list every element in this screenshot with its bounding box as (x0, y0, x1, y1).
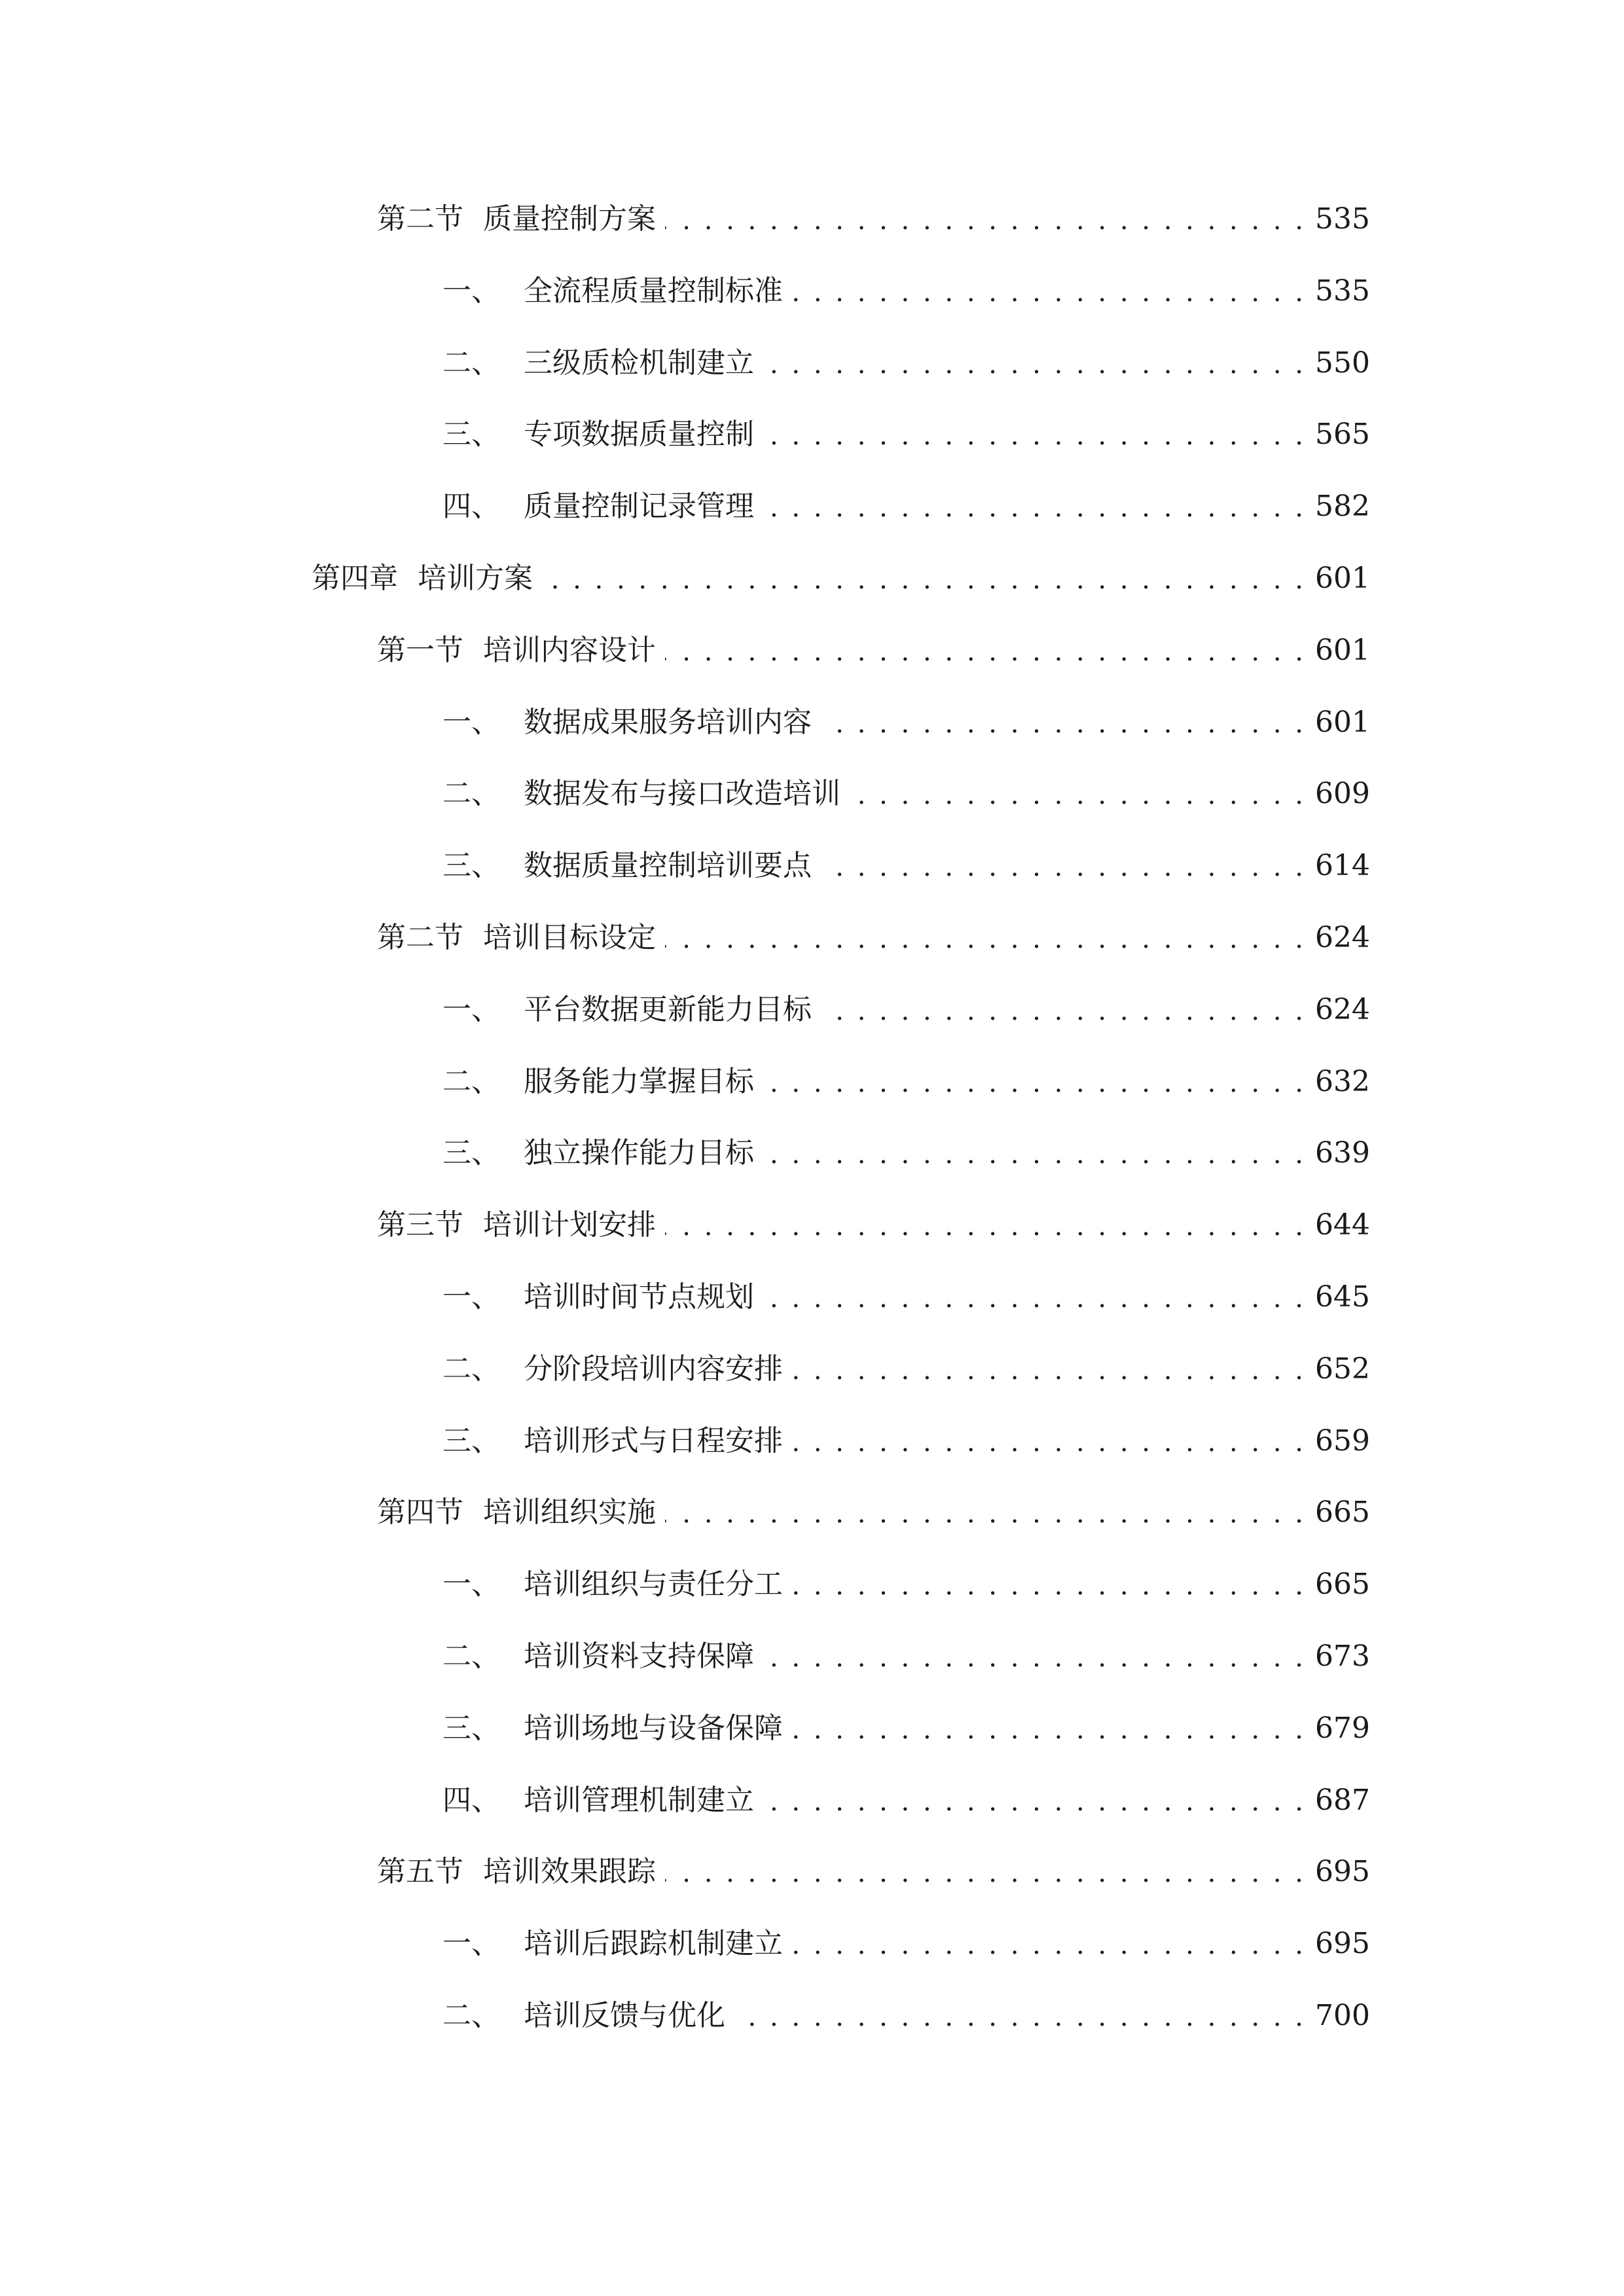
toc-entry-title: 数据质量控制培训要点 (524, 849, 812, 882)
toc-entry-title: 三级质检机制建立 (524, 346, 754, 380)
dot-leader (763, 1630, 1306, 1683)
toc-entry-title: 培训场地与设备保障 (524, 1712, 783, 1745)
toc-entry-title: 培训组织与责任分工 (524, 1568, 783, 1601)
toc-entry-page: 673 (1315, 1640, 1370, 1673)
toc-entry-title: 培训后跟踪机制建立 (524, 1927, 783, 1960)
toc-entry-page: 645 (1315, 1280, 1370, 1314)
toc-entry-page: 687 (1315, 1784, 1370, 1817)
toc-entry[interactable] (442, 1774, 1370, 1827)
toc-entry-number: 一、 (442, 1927, 500, 1960)
toc-entry-page: 632 (1315, 1065, 1370, 1098)
toc-entry-page: 601 (1315, 562, 1370, 595)
dot-leader (665, 1199, 1306, 1251)
toc-entry[interactable] (442, 408, 1370, 461)
toc-entry-page: 535 (1315, 202, 1370, 236)
toc-entry-title: 独立操作能力目标 (524, 1136, 754, 1170)
toc-entry[interactable] (442, 984, 1370, 1036)
toc-entry-number: 第四节 (377, 1496, 463, 1529)
dot-leader (763, 1056, 1306, 1108)
toc-entry-number: 一、 (442, 274, 500, 308)
toc-entry-title: 全流程质量控制标准 (524, 274, 783, 308)
toc-entry-number: 一、 (442, 993, 500, 1026)
toc-entry-page: 659 (1315, 1424, 1370, 1458)
toc-entry-title: 专项数据质量控制 (524, 418, 754, 451)
toc-entry-page: 639 (1315, 1136, 1370, 1170)
dot-leader (665, 1846, 1306, 1898)
toc-entry-page: 601 (1315, 706, 1370, 739)
toc-entry-page: 624 (1315, 993, 1370, 1026)
toc-entry[interactable] (442, 1918, 1370, 1970)
toc-entry[interactable] (442, 768, 1370, 820)
toc-entry-title: 培训计划安排 (483, 1208, 656, 1242)
toc-entry-title: 数据发布与接口改造培训 (524, 777, 840, 810)
dot-leader (665, 912, 1306, 964)
toc-entry-title: 培训效果跟踪 (483, 1855, 656, 1888)
toc-entry-page: 665 (1315, 1496, 1370, 1529)
toc-entry-number: 三、 (442, 849, 500, 882)
toc-entry[interactable] (442, 1558, 1370, 1611)
toc-entry-number: 第二节 (377, 921, 463, 954)
dot-leader (821, 840, 1306, 892)
toc-entry-page: 644 (1315, 1208, 1370, 1242)
toc-entry-number: 三、 (442, 1712, 500, 1745)
dot-leader (850, 768, 1306, 820)
toc-entry-page: 695 (1315, 1855, 1370, 1888)
toc-entry[interactable] (312, 552, 1370, 605)
toc-entry-page: 614 (1315, 849, 1370, 882)
dot-leader (665, 624, 1306, 677)
toc-entry-number: 一、 (442, 1280, 500, 1314)
dot-leader (792, 1415, 1306, 1467)
dot-leader (792, 1918, 1306, 1970)
toc-entry[interactable] (442, 337, 1370, 389)
toc-entry-number: 第四章 (312, 562, 398, 595)
toc-entry-page: 665 (1315, 1568, 1370, 1601)
toc-entry[interactable] (377, 912, 1370, 964)
toc-entry-title: 培训资料支持保障 (524, 1640, 754, 1673)
dot-leader (821, 984, 1306, 1036)
toc-entry-page: 679 (1315, 1712, 1370, 1745)
toc-entry-title: 培训内容设计 (483, 634, 656, 667)
dot-leader (763, 408, 1306, 461)
toc-entry-number: 第一节 (377, 634, 463, 667)
toc-entry-page: 582 (1315, 490, 1370, 523)
toc-entry[interactable] (442, 1271, 1370, 1323)
toc-entry-number: 第二节 (377, 202, 463, 236)
toc-entry-title: 培训管理机制建立 (524, 1784, 754, 1817)
toc-entry[interactable] (442, 480, 1370, 533)
toc-entry-number: 三、 (442, 418, 500, 451)
toc-entry-page: 652 (1315, 1352, 1370, 1386)
toc-entry-title: 培训方案 (418, 562, 533, 595)
toc-entry[interactable] (442, 1415, 1370, 1467)
dot-leader (763, 1774, 1306, 1827)
toc-entry-page: 535 (1315, 274, 1370, 308)
toc-entry-title: 培训时间节点规划 (524, 1280, 754, 1314)
dot-leader (542, 552, 1306, 605)
toc-entry-number: 一、 (442, 1568, 500, 1601)
toc-entry-title: 服务能力掌握目标 (524, 1065, 754, 1098)
toc-entry-title: 培训组织实施 (483, 1496, 656, 1529)
toc-entry-page: 550 (1315, 346, 1370, 380)
toc-entry[interactable] (377, 1846, 1370, 1898)
dot-leader (792, 1558, 1306, 1611)
toc-entry-number: 二、 (442, 1640, 500, 1673)
toc-entry-title: 数据成果服务培训内容 (524, 706, 812, 739)
toc-entry-number: 三、 (442, 1424, 500, 1458)
dot-leader (792, 1702, 1306, 1755)
toc-entry-number: 第五节 (377, 1855, 463, 1888)
dot-leader (665, 1486, 1306, 1539)
toc-entry-page: 700 (1315, 1999, 1370, 2032)
toc-entry-title: 分阶段培训内容安排 (524, 1352, 783, 1386)
dot-leader (763, 1271, 1306, 1323)
toc-entry-page: 601 (1315, 634, 1370, 667)
toc-entry[interactable] (377, 1199, 1370, 1251)
toc-entry[interactable] (442, 1630, 1370, 1683)
toc-entry[interactable] (442, 265, 1370, 317)
toc-entry-title: 培训反馈与优化 (524, 1999, 725, 2032)
toc-entry[interactable] (442, 1343, 1370, 1395)
toc-entry[interactable] (442, 1056, 1370, 1108)
toc-entry-title: 培训形式与日程安排 (524, 1424, 783, 1458)
toc-entry[interactable] (377, 1486, 1370, 1539)
toc-entry[interactable] (377, 624, 1370, 677)
toc-entry-number: 四、 (442, 1784, 500, 1817)
dot-leader (763, 480, 1306, 533)
toc-entry-number: 二、 (442, 1065, 500, 1098)
toc-entry-title: 培训目标设定 (483, 921, 656, 954)
dot-leader (792, 1343, 1306, 1395)
toc-entry[interactable] (442, 840, 1370, 892)
toc-entry-page: 624 (1315, 921, 1370, 954)
toc-entry-page: 565 (1315, 418, 1370, 451)
toc-entry-number: 二、 (442, 1999, 500, 2032)
toc-entry-number: 三、 (442, 1136, 500, 1170)
toc-entry-number: 二、 (442, 346, 500, 380)
toc-entry-number: 四、 (442, 490, 500, 523)
toc-entry-number: 二、 (442, 777, 500, 810)
toc-entry-title: 平台数据更新能力目标 (524, 993, 812, 1026)
toc-entry-title: 质量控制方案 (483, 202, 656, 236)
toc-entry[interactable] (442, 1127, 1370, 1179)
toc-entry[interactable] (442, 1990, 1370, 2042)
dot-leader (763, 1127, 1306, 1179)
dot-leader (821, 696, 1306, 749)
toc-entry-page: 695 (1315, 1927, 1370, 1960)
toc-entry-number: 二、 (442, 1352, 500, 1386)
dot-leader (665, 193, 1306, 245)
toc-entry[interactable] (442, 696, 1370, 749)
dot-leader (734, 1990, 1306, 2042)
dot-leader (792, 265, 1306, 317)
toc-entry-title: 质量控制记录管理 (524, 490, 754, 523)
toc-entry-number: 一、 (442, 706, 500, 739)
toc-entry[interactable] (442, 1702, 1370, 1755)
dot-leader (763, 337, 1306, 389)
toc-entry-number: 第三节 (377, 1208, 463, 1242)
toc-entry[interactable] (377, 193, 1370, 245)
toc-entry-page: 609 (1315, 777, 1370, 810)
